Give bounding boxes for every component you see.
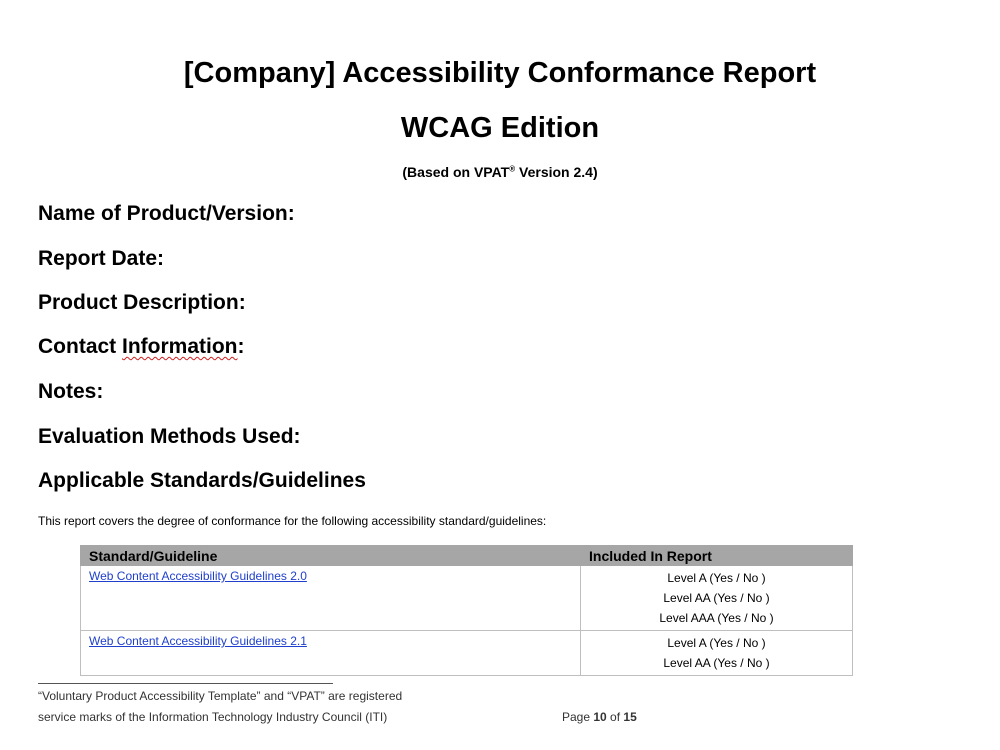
standard-cell	[81, 631, 581, 676]
page-current: 10	[593, 710, 607, 724]
field-product-description[interactable]: Product Description:	[38, 291, 246, 314]
based-on-prefix: (Based on VPAT	[402, 164, 510, 180]
based-on-note	[0, 164, 1000, 180]
page-total: 15	[623, 710, 637, 724]
table-row	[81, 566, 853, 631]
level-aa[interactable]: Level AA (Yes / No )	[663, 591, 770, 605]
table-row	[81, 631, 853, 676]
level-a[interactable]: Level A (Yes / No )	[667, 636, 766, 650]
contact-label-post: :	[237, 335, 245, 358]
footnote-line-1: “Voluntary Product Accessibility Template” and “VPAT” are registered	[38, 689, 403, 703]
registered-mark: ®	[509, 164, 516, 174]
field-notes[interactable]: Notes:	[38, 380, 104, 403]
wcag-21-link[interactable]: Web Content Accessibility Guidelines 2.1	[89, 634, 307, 648]
footnote-line-2: service marks of the Information Technology Industry Council (ITI)	[38, 710, 388, 724]
page-number	[562, 710, 637, 724]
field-report-date[interactable]: Report Date:	[38, 247, 165, 270]
level-aaa[interactable]: Level AAA (Yes / No )	[659, 611, 774, 625]
level-a[interactable]: Level A (Yes / No )	[667, 571, 766, 585]
levels-cell	[581, 631, 853, 676]
document-title: [Company] Accessibility Conformance Report	[183, 57, 817, 89]
page-of: of	[606, 710, 624, 724]
standard-cell	[81, 566, 581, 631]
table-header-row	[81, 546, 853, 566]
field-contact-information[interactable]	[38, 335, 245, 359]
standards-heading: Applicable Standards/Guidelines	[38, 469, 366, 492]
contact-label-pre: Contact	[38, 335, 122, 358]
field-product-version[interactable]: Name of Product/Version:	[38, 202, 295, 225]
spellcheck-word: Information	[122, 335, 238, 358]
header-included: Included In Report	[581, 546, 853, 566]
based-on-suffix: Version 2.4)	[515, 164, 598, 180]
level-aa[interactable]: Level AA (Yes / No )	[663, 656, 770, 670]
header-standard: Standard/Guideline	[81, 546, 581, 566]
footnote-divider	[38, 683, 333, 684]
page-label: Page	[562, 710, 594, 724]
levels-cell	[581, 566, 853, 631]
field-evaluation-methods[interactable]: Evaluation Methods Used:	[38, 425, 301, 448]
document-edition: WCAG Edition	[400, 112, 600, 144]
standards-table	[80, 545, 853, 676]
wcag-20-link[interactable]: Web Content Accessibility Guidelines 2.0	[89, 569, 307, 583]
intro-paragraph: This report covers the degree of conformance for the following accessibility standard/guidelines:	[38, 514, 547, 528]
